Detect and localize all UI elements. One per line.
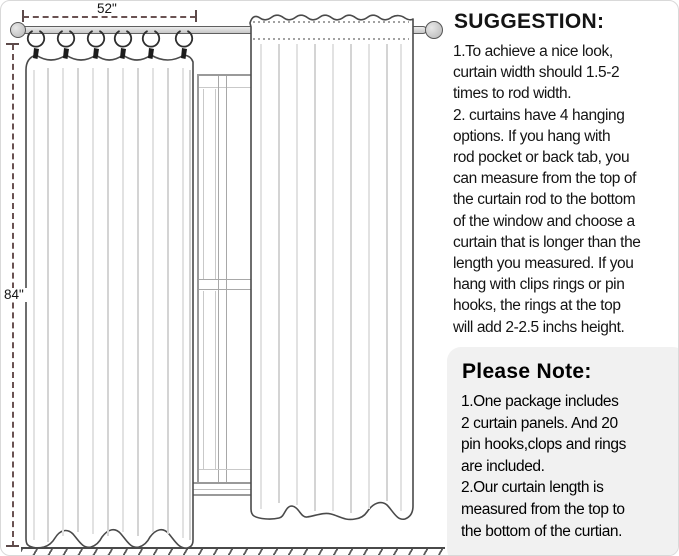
measure-tick <box>6 43 19 45</box>
suggestion-line: rod pocket or back tab, you <box>453 149 630 167</box>
suggestion-line: options. If you hang with <box>453 127 611 145</box>
measure-tick <box>6 545 19 547</box>
suggestion-line: will add 2-2.5 inchs height. <box>453 318 625 336</box>
note-line: 1.One package includes <box>461 393 619 410</box>
window-pane-line <box>203 291 204 469</box>
measure-tick <box>22 10 24 22</box>
suggestion-line: 2. curtains have 4 hanging <box>453 106 625 124</box>
suggestion-line: times to rod width. <box>453 85 572 103</box>
curtain-ring <box>28 31 192 47</box>
suggestion-line: the curtain rod to the bottom <box>453 191 636 209</box>
rod-finial-right <box>425 21 443 39</box>
right-curtain-outline <box>250 15 413 519</box>
note-line: are included. <box>461 457 545 475</box>
window-mullion-right-line <box>226 76 227 484</box>
suggestion-line: curtain that is longer than the <box>453 233 641 251</box>
pin-clip <box>33 48 187 59</box>
rod-finial-left <box>10 22 26 38</box>
suggestion-line: hooks, the rings at the top <box>453 297 621 315</box>
suggestion-line: 1.To achieve a nice look, <box>453 43 613 60</box>
window-pane-line <box>215 291 216 469</box>
note-line: measured from the top to <box>461 500 625 518</box>
suggestion-body <box>453 41 679 338</box>
note-line: the bottom of the curtian. <box>461 522 623 540</box>
measure-tick <box>195 10 197 22</box>
suggestion-line: hang with clips rings or pin <box>453 276 625 294</box>
note-line: 2 curtain panels. And 20 <box>461 414 618 432</box>
suggestion-line: can measure from the top of <box>453 170 637 188</box>
window-pane-line <box>203 89 204 279</box>
suggestion-line: of the window and choose a <box>453 212 635 230</box>
rod-width-label: 52" <box>94 2 120 16</box>
right-curtain-panel <box>247 11 417 537</box>
rod-width-measure-line <box>23 16 196 18</box>
suggestion-line: curtain width should 1.5-2 <box>453 64 620 82</box>
rings-and-clips <box>26 21 196 65</box>
note-title: Please Note: <box>462 360 592 383</box>
suggestion-section <box>453 9 679 338</box>
window-pane-line <box>215 89 216 279</box>
note-line: pin hooks,clops and rings <box>461 436 626 454</box>
window-mullion-left-line <box>218 76 219 484</box>
curtain-length-label: 84" <box>1 288 27 302</box>
suggestion-title: SUGGESTION: <box>454 10 605 33</box>
left-curtain-panel <box>23 44 196 553</box>
note-body <box>461 391 679 542</box>
please-note-box <box>447 347 679 556</box>
note-line: 2.Our curtain length is <box>461 479 604 497</box>
suggestion-line: length you measured. If you <box>453 255 634 273</box>
